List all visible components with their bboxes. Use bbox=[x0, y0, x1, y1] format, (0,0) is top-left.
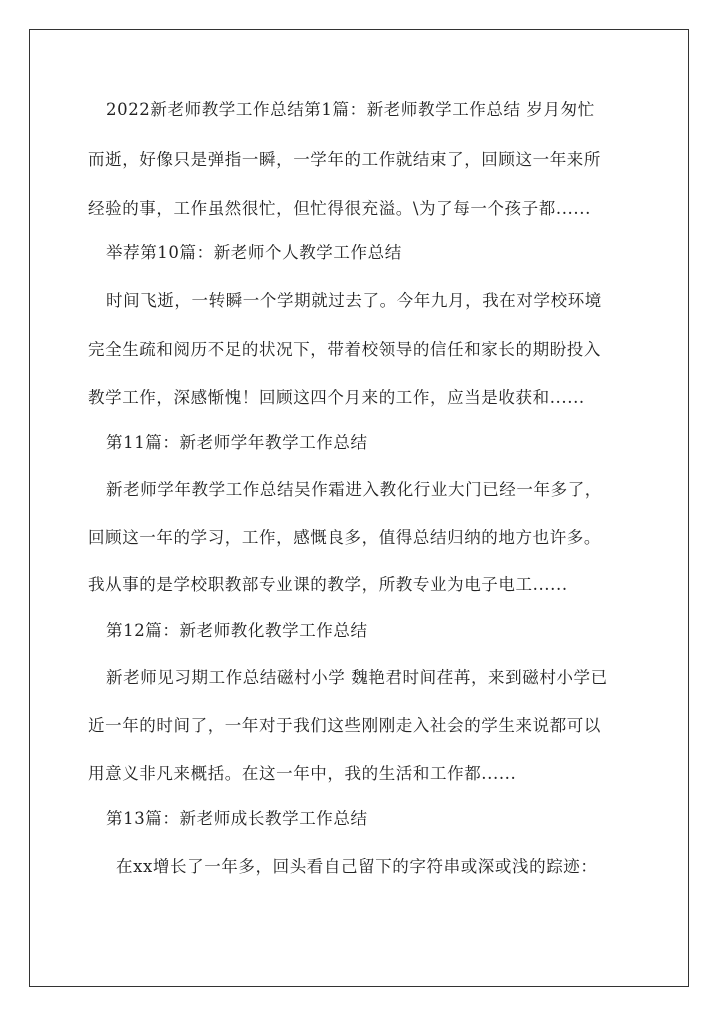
section-heading: 第11篇：新老师学年教学工作总结 bbox=[106, 433, 368, 452]
text-line: 完全生疏和阅历不足的状况下，带着校领导的信任和家长的期盼投入 bbox=[88, 340, 601, 359]
text-line: 而逝，好像只是弹指一瞬，一学年的工作就结束了，回顾这一年来所 bbox=[88, 150, 601, 169]
text-line: 近一年的时间了，一年对于我们这些刚刚走入社会的学生来说都可以 bbox=[88, 716, 601, 735]
page-border bbox=[29, 29, 689, 987]
text-line: 用意义非凡来概括。在这一年中，我的生活和工作都...... bbox=[88, 764, 517, 783]
text-line: 回顾这一年的学习，工作，感慨良多，值得总结归纳的地方也许多。 bbox=[88, 528, 601, 547]
text-line: 在xx增长了一年多，回头看自己留下的字符串或深或浅的踪迹： bbox=[116, 857, 598, 876]
text-line: 时间飞逝，一转瞬一个学期就过去了。今年九月，我在对学校环境 bbox=[106, 291, 602, 310]
text-line: 教学工作，深感惭愧！回顾这四个月来的工作，应当是收获和...... bbox=[88, 388, 585, 407]
section-heading: 举荐第10篇：新老师个人教学工作总结 bbox=[106, 243, 402, 262]
section-heading: 第13篇：新老师成长教学工作总结 bbox=[106, 809, 368, 828]
text-line: 新老师见习期工作总结磁村小学 魏艳君时间荏苒，来到磁村小学已 bbox=[106, 668, 608, 687]
text-line: 新老师学年教学工作总结吴作霜进入教化行业大门已经一年多了， bbox=[106, 480, 602, 499]
text-line: 我从事的是学校职教部专业课的教学，所教专业为电子电工...... bbox=[88, 575, 568, 594]
text-line: 2022新老师教学工作总结第1篇：新老师教学工作总结 岁月匆忙 bbox=[106, 100, 595, 119]
section-heading: 第12篇：新老师教化教学工作总结 bbox=[106, 621, 368, 640]
text-line: 经验的事，工作虽然很忙，但忙得很充溢。\为了每一个孩子都...... bbox=[88, 199, 591, 218]
